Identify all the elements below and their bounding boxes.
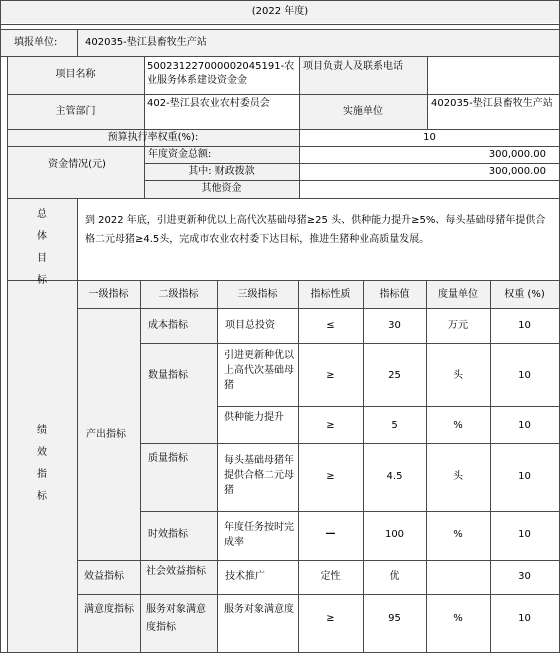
row0-unit: 万元 — [448, 320, 468, 331]
funds-total-value: 300,000.00 — [488, 149, 546, 160]
level2-quality: 质量指标 — [148, 453, 188, 464]
row5-weight: 30 — [518, 571, 531, 582]
project-name-value: 500231227000002045191-农业服务体系建设资金金 — [147, 61, 295, 86]
row5-indicator: 技术推广 — [225, 571, 265, 582]
row6-value: 95 — [388, 613, 401, 624]
row4-value: 100 — [384, 529, 405, 540]
row0-weight: 10 — [518, 320, 531, 331]
goal-label: 总体目标 — [37, 209, 47, 286]
goal-text: 到 2022 年底，引进更新种优以上高代次基础母猪≥25 头、供种能力提升≥5%、每头基础母猪年提供合格二元母猪≥4.5头，完成市农业农村委下达目标，推进生猪种业高质量发展。 — [85, 215, 546, 245]
row2-indicator: 供种能力提升 — [224, 412, 284, 423]
row6-nature: ≥ — [326, 613, 335, 624]
level1-benefit: 效益指标 — [84, 571, 124, 582]
project-leader-label: 项目负责人及联系电话 — [303, 61, 403, 72]
row1-unit: 头 — [453, 370, 463, 381]
level1-satisfaction: 满意度指标 — [84, 604, 134, 615]
budget-weight-value: 10 — [423, 132, 436, 143]
filler-label: 填报单位: — [14, 37, 58, 48]
perf-header-unit: 度量单位 — [438, 289, 478, 300]
row4-weight: 10 — [518, 529, 531, 540]
row3-nature: ≥ — [326, 471, 335, 482]
budget-weight-label: 预算执行率权重(%): — [107, 132, 199, 143]
level1-output: 产出指标 — [86, 429, 126, 440]
funds-total-label: 年度资金总额: — [148, 149, 212, 160]
perf-header-nature: 指标性质 — [310, 289, 351, 300]
row4-nature: — — [325, 528, 336, 539]
row2-weight: 10 — [518, 420, 531, 431]
filler-value: 402035-垫江县畜牧生产站 — [85, 37, 207, 48]
impl-label: 实施单位 — [343, 106, 383, 117]
row1-value: 25 — [388, 370, 401, 381]
impl-value: 402035-垫江县畜牧生产站 — [431, 98, 553, 109]
funds-label: 资金情况(元) — [48, 159, 106, 170]
level2-service: 服务对象满意度指标 — [146, 604, 206, 633]
row0-value: 30 — [388, 320, 401, 331]
row0-nature: ≤ — [326, 320, 335, 331]
dept-value: 402-垫江县农业农村委员会 — [147, 98, 270, 109]
project-name-label: 项目名称 — [55, 69, 96, 80]
level2-quantity: 数量指标 — [148, 370, 188, 381]
year-title: (2022 年度) — [251, 6, 309, 17]
row2-nature: ≥ — [326, 420, 335, 431]
level2-cost: 成本指标 — [148, 320, 188, 331]
level2-social: 社会效益指标 — [146, 566, 206, 577]
row1-nature: ≥ — [326, 370, 335, 381]
row3-weight: 10 — [518, 471, 531, 482]
row2-value: 5 — [391, 420, 398, 431]
row6-indicator: 服务对象满意度 — [224, 604, 294, 615]
funds-fiscal-label: 其中: 财政拨款 — [188, 166, 255, 177]
row1-indicator: 引进更新种优以上高代次基础母猪 — [224, 350, 294, 391]
funds-fiscal-value: 300,000.00 — [488, 166, 546, 177]
row5-value: 优 — [389, 571, 400, 582]
perf-label: 绩效指标 — [37, 425, 47, 502]
row3-indicator: 每头基础母猪年提供合格二元母猪 — [224, 455, 294, 496]
row4-unit: % — [453, 529, 463, 540]
perf-header-level1: 一级指标 — [88, 289, 129, 300]
row3-unit: 头 — [453, 471, 463, 482]
row0-indicator: 项目总投资 — [225, 320, 275, 331]
dept-label: 主管部门 — [55, 106, 96, 117]
row1-weight: 10 — [518, 370, 531, 381]
perf-header-value: 指标值 — [379, 289, 410, 300]
row5-nature: 定性 — [320, 571, 341, 582]
row3-value: 4.5 — [386, 471, 403, 482]
row4-indicator: 年度任务按时完成率 — [224, 522, 294, 548]
row6-weight: 10 — [518, 613, 531, 624]
row6-unit: % — [453, 613, 463, 624]
perf-header-level2: 二级指标 — [158, 289, 199, 300]
row2-unit: % — [453, 420, 463, 431]
level2-time: 时效指标 — [148, 529, 188, 540]
perf-header-weight: 权重 (%) — [504, 289, 545, 300]
funds-other-label: 其他资金 — [201, 183, 242, 194]
perf-header-level3: 三级指标 — [237, 289, 278, 300]
